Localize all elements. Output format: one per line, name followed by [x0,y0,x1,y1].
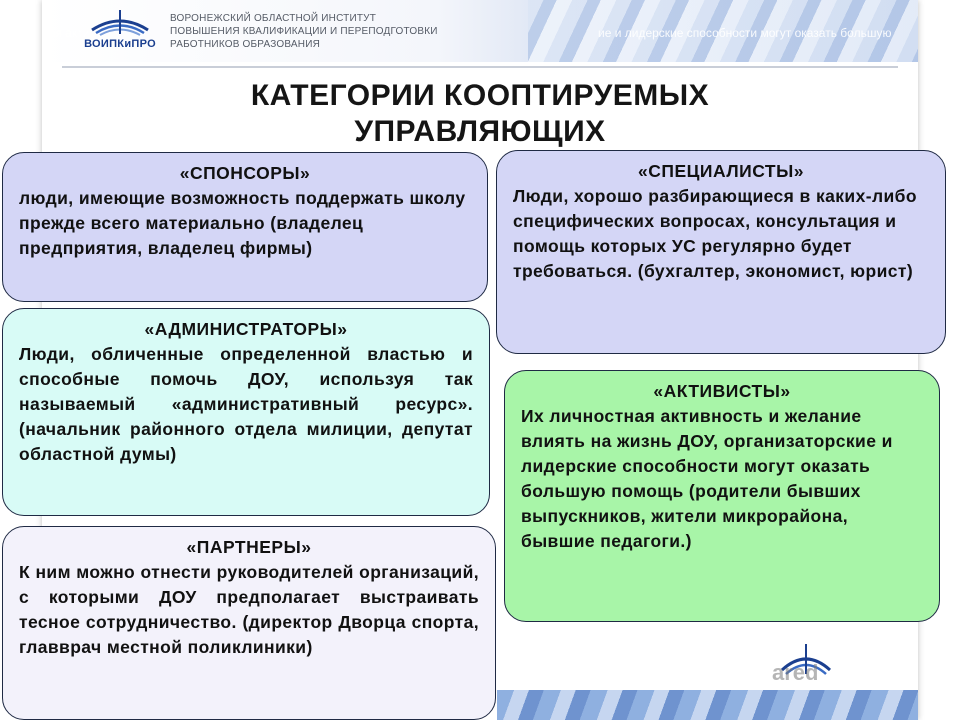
footer-band [497,690,918,720]
title-line: КАТЕГОРИИ КООПТИРУЕМЫХ [250,79,710,112]
category-heading: «АКТИВИСТЫ» [653,381,791,401]
watermark-text: ared [772,660,819,685]
category-heading: «ПАРТНЕРЫ» [186,537,312,557]
category-heading: «АДМИНИСТРАТОРЫ» [144,319,348,339]
category-heading: «СПОНСОРЫ» [179,163,311,183]
header-divider [62,66,898,68]
title-line: УПРАВЛЯЮЩИХ [354,115,606,148]
category-heading: «СПЕЦИАЛИСТЫ» [638,161,804,181]
institute-line: ВОРОНЕЖСКИЙ ОБЛАСТНОЙ ИНСТИТУТ [170,13,377,24]
institute-logo [78,8,162,54]
category-administrators [2,308,490,516]
category-specialists [496,150,946,354]
ghost-text-right: ие и лидерские способности могут оказать большую [598,26,892,40]
category-activists [504,370,940,622]
category-description: Люди, хорошо разбирающиеся в каких-либо специфических вопросах, консультация и помощь которых УС регулярно будет требоваться. (бухгалтер, экономист, юрист) [513,186,917,281]
book-logo-icon [88,8,152,36]
category-description: К ним можно отнести руководителей организаций, с которыми ДОУ предполагает выстраивать тесное сотрудничество. (директор Дворца спорта, главврач местной поликлиники) [19,562,479,657]
category-description: Их личностная активность и желание влиять на жизнь ДОУ, организаторские и лидерские способности могут оказать большую помощь (родители бывших выпускников, жители микрорайона, бывшие педагоги.) [521,406,893,551]
category-partners [2,526,496,720]
category-description: Люди, обличенные определенной властью и способные помочь ДОУ, используя так называемый «административный ресурс». (начальник районного отдела милиции, депутат областной думы) [19,344,473,464]
institute-line: ПОВЫШЕНИЯ КВАЛИФИКАЦИИ И ПЕРЕПОДГОТОВКИ [170,26,438,37]
institute-line: РАБОТНИКОВ ОБРАЗОВАНИЯ [170,39,321,50]
logo-text: ВОИПКиПРО [84,38,156,50]
ghost-text-left: ная акти [42,26,90,40]
category-description: люди, имеющие возможность поддержать школу прежде всего материально (владелец предприятия, владелец фирмы) [19,188,466,258]
category-sponsors [2,152,488,302]
page-title [150,78,810,150]
institute-name [170,12,438,51]
